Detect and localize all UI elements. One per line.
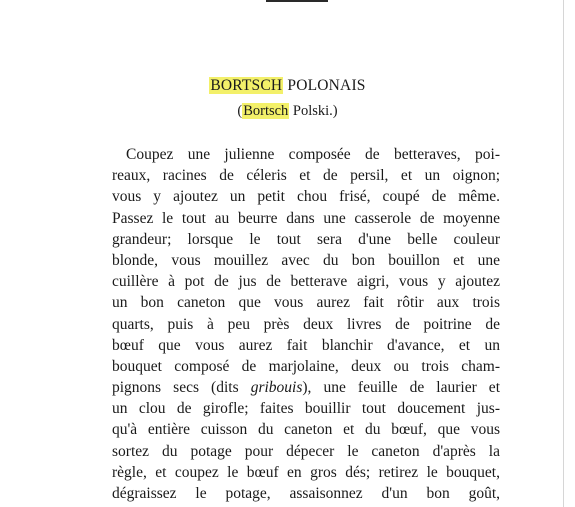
top-rule [266,0,328,2]
subtitle-rest: Polski.) [289,103,338,119]
subtitle-highlight: Bortsch [243,103,289,119]
paragraph-line: vous y ajoutez un petit chou frisé, coupé de même. [112,188,500,206]
paragraph-line: dégraissez le potage, assaisonnez d'un bon goût, [112,485,500,502]
paragraph-line: quarts, puis à peu près deux livres de poitrine de [112,315,500,333]
paragraph-line: Passez le tout au beurre dans une casserole de moyenne [112,209,500,227]
paragraph-line: sortez du potage pour dépecer le caneton d'après la [112,442,500,460]
subtitle-open-paren: ( [237,103,243,119]
recipe-paragraph [112,144,500,504]
paragraph-line: blonde, vous mouillez avec du bon bouillon et une [112,251,500,269]
paragraph-line: cuillère à pot de jus de betterave aigri, vous y ajoutez [112,273,500,291]
paragraph-line: Coupez une julienne composée de betteraves, poi- [126,146,500,163]
recipe-subtitle [0,103,575,120]
title-highlight: BORTSCH [210,77,283,94]
title-rest: POLONAIS [283,77,366,94]
paragraph-line: un clou de girofle; faites bouillir tout doucement jus- [112,400,500,418]
paragraph-line: bouquet composé de marjolaine, deux ou trois cham- [112,357,500,375]
paragraph-line: grandeur; lorsque le tout sera d'une belle couleur [112,230,500,248]
paragraph-line: bœuf que vous aurez fait blanchir d'avance, et un [112,336,500,354]
line-text: ), une feuille de laurier et [302,379,500,397]
paragraph-line: un bon caneton que vous aurez fait rôtir aux trois [112,294,500,312]
line-text: pignons secs (dits [112,379,251,397]
paragraph-line-with-italic [112,377,500,398]
italic-term: gribouis [250,379,303,397]
paragraph-line: qu'à entière cuisson du caneton et du bœuf, que vous [112,421,500,439]
paragraph-line: reaux, racines de céleris et de persil, et un oignon; [112,167,500,185]
recipe-title [0,77,575,95]
paragraph-line: règle, et coupez le bœuf en gros dés; retirez le bouquet, [112,463,500,481]
